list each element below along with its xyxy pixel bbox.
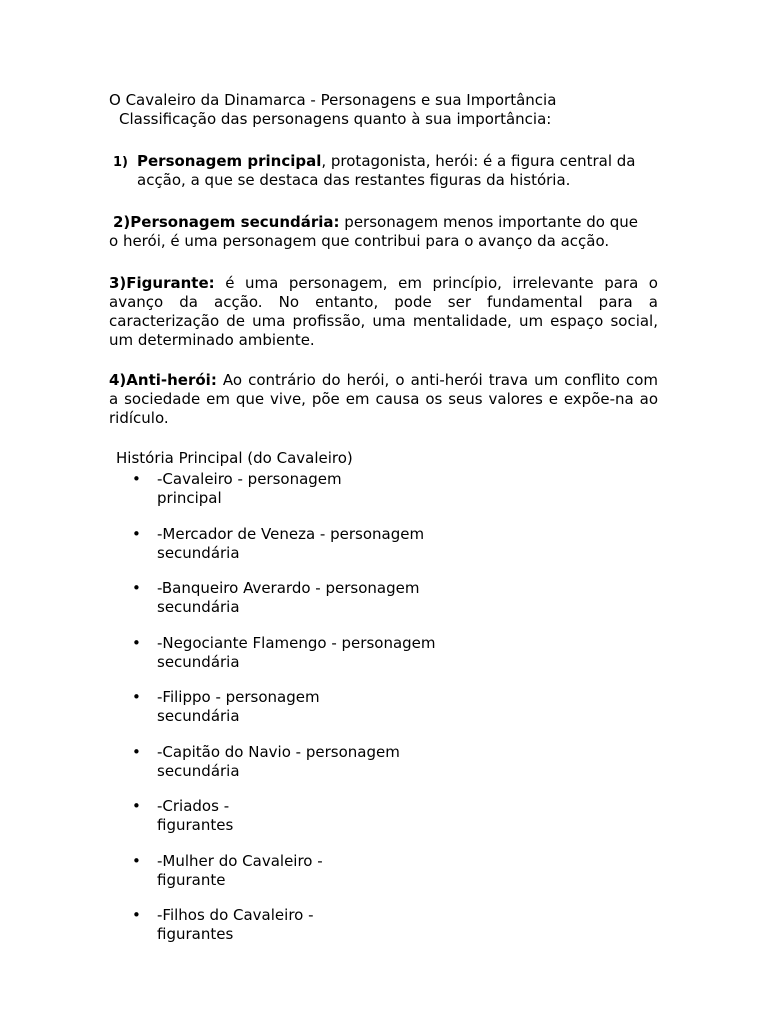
list-item-line-2: figurantes (157, 816, 234, 834)
list-item (130, 906, 436, 961)
bullet-icon: • (132, 688, 141, 706)
section-1-text-1: , protagonista, herói: é a figura central da (321, 152, 636, 170)
list-item-line-2: secundária (157, 598, 240, 616)
bullet-icon: • (132, 633, 141, 652)
subtitle-text: Classificação das personagens quanto à sua importância: (119, 110, 552, 128)
list-item-line-1: -Mulher do Cavaleiro - (157, 851, 323, 870)
section-1-text-2: acção, a que se destaca das restantes figuras da história. (137, 171, 571, 189)
section-2-line-2 (109, 232, 609, 251)
list-item (130, 852, 436, 907)
section-2-number: 2) (113, 213, 131, 231)
list-item (130, 525, 436, 580)
section-4-term: Anti-herói: (126, 371, 217, 389)
character-list (130, 470, 436, 961)
title-text: O Cavaleiro da Dinamarca - Personagens e sua Importância (109, 91, 557, 109)
section-1-term: Personagem principal (137, 152, 322, 170)
section-3-paragraph (109, 274, 658, 350)
list-item-line-2: secundária (157, 652, 240, 671)
list-item (130, 743, 436, 798)
list-item-line-2: secundária (157, 543, 240, 562)
list-item-line-1: -Banqueiro Averardo - personagem (157, 579, 420, 597)
bullet-icon: • (132, 524, 141, 543)
list-item (130, 579, 436, 634)
list-item-line-1: -Mercador de Veneza - personagem (157, 524, 425, 543)
section-4-text: Ao contrário do herói, o anti-herói trava um conflito com a sociedade em que vive, põe em causa os seus valores e expõe-na ao ridículo. (109, 371, 658, 427)
list-item-line-2: figurante (157, 870, 226, 889)
bullet-icon: • (132, 579, 141, 597)
list-item-line-1: -Filhos do Cavaleiro - (157, 906, 314, 924)
document-title (109, 91, 556, 110)
section-1-line-2 (137, 171, 570, 190)
section-2-line-1 (113, 213, 638, 232)
section-3-term: Figurante: (126, 274, 215, 292)
list-item (130, 797, 436, 852)
list-item (130, 688, 436, 743)
list-item-line-1: -Negociante Flamengo - personagem (157, 633, 436, 652)
bullet-icon: • (132, 851, 141, 870)
list-item-line-2: principal (157, 489, 222, 507)
list-item-line-2: figurantes (157, 925, 234, 943)
list-item-line-2: secundária (157, 761, 240, 780)
list-item (130, 634, 436, 689)
bullet-icon: • (132, 470, 141, 488)
section-2-text-1: personagem menos importante do que (339, 213, 638, 231)
bullet-icon: • (132, 906, 141, 924)
list-item (130, 470, 436, 525)
bullet-icon: • (132, 797, 141, 815)
list-item-line-1: -Cavaleiro - personagem (157, 470, 342, 488)
section-4-paragraph (109, 371, 658, 428)
bullet-icon: • (132, 742, 141, 761)
document-subtitle (119, 110, 551, 129)
list-item-line-2: secundária (157, 707, 240, 725)
section-4-number: 4) (109, 371, 127, 389)
section-1-line-1 (113, 152, 635, 172)
list-heading-text: História Principal (do Cavaleiro) (116, 449, 353, 467)
section-3-number: 3) (109, 274, 127, 292)
section-1-number: 1) (113, 155, 128, 170)
section-3-text: é uma personagem, em princípio, irrelevante para o avanço da acção. No entanto, pode ser fundamental para a caracterização de uma profissão, uma mentalidade, um espaço social, um determinado ambiente. (109, 274, 658, 349)
section-2-term: Personagem secundária: (130, 213, 340, 231)
list-item-line-1: -Criados - (157, 797, 230, 815)
section-2-text-2: o herói, é uma personagem que contribui para o avanço da acção. (109, 232, 610, 250)
list-item-line-1: -Filippo - personagem (157, 688, 320, 706)
list-item-line-1: -Capitão do Navio - personagem (157, 742, 400, 761)
list-heading (116, 449, 353, 468)
